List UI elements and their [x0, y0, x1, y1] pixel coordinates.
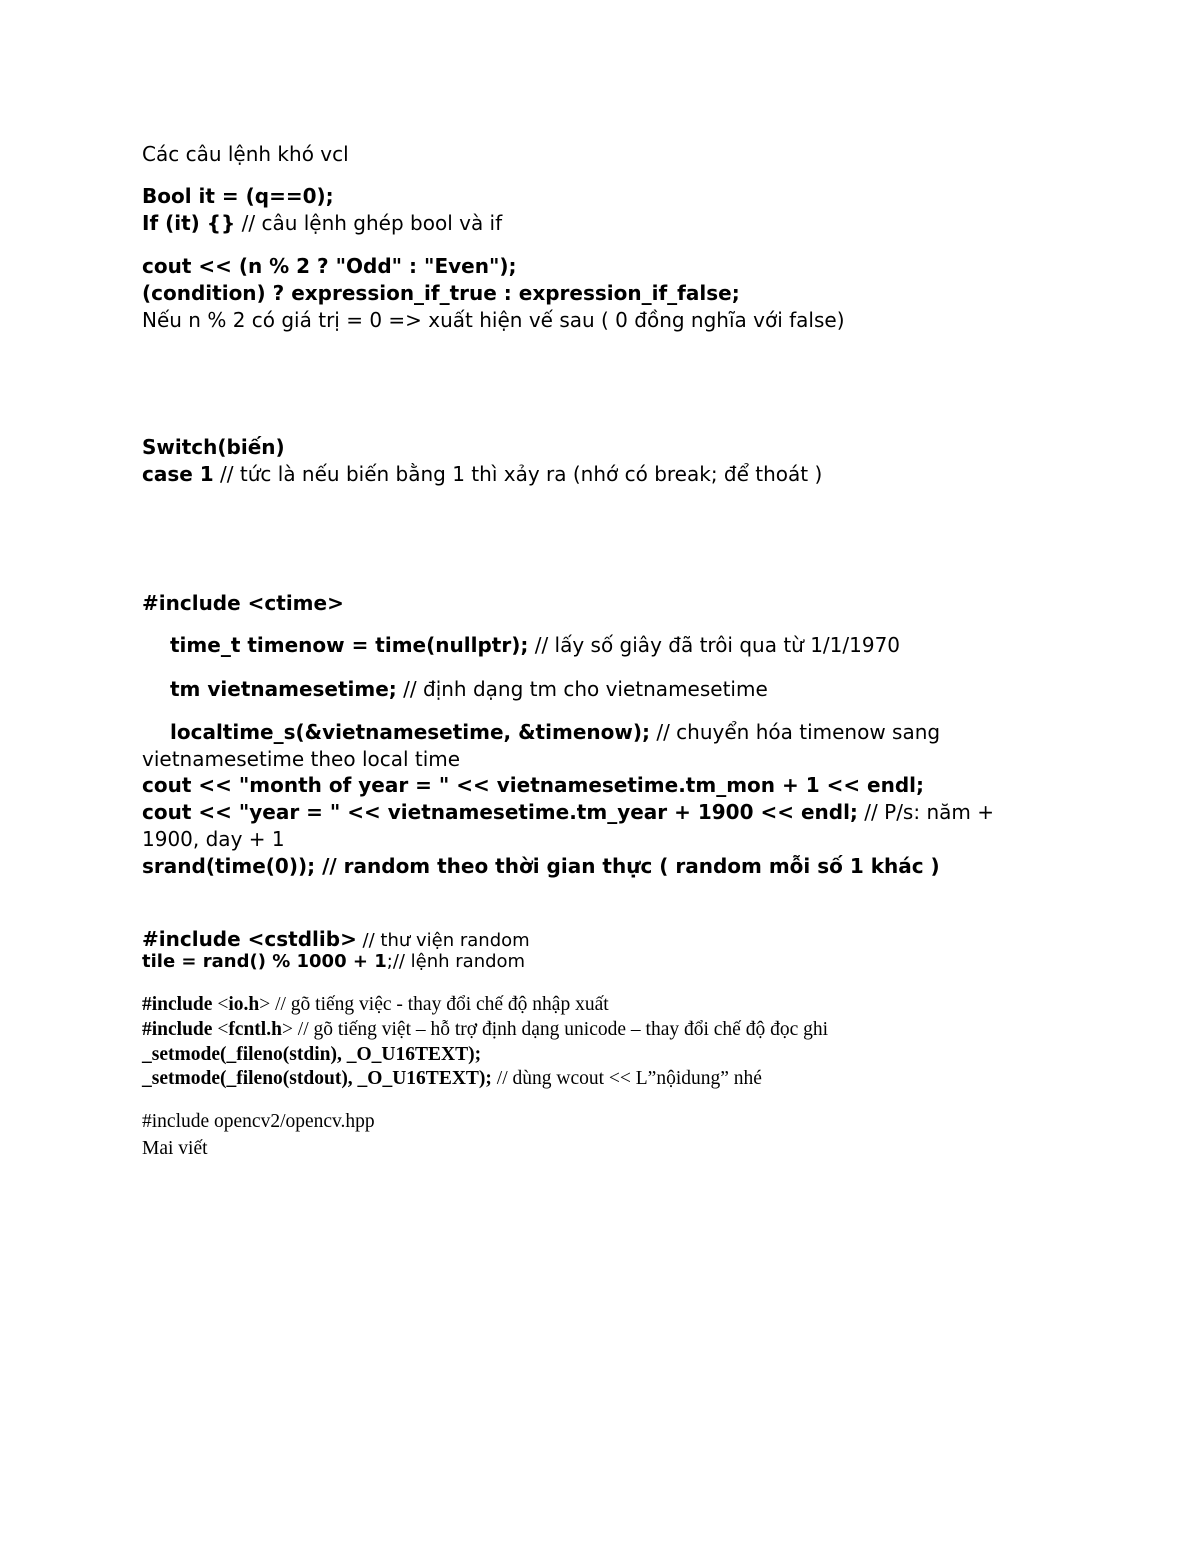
fcntl-include-header: fcntl.h	[228, 1019, 282, 1040]
fcntl-include-line	[142, 1017, 828, 1042]
cstdlib-include-line	[142, 926, 530, 953]
case-line	[142, 461, 822, 488]
fcntl-include-keyword: #include	[142, 1019, 213, 1040]
ctime-include-line: #include <ctime>	[142, 591, 344, 615]
tm-code: tm vietnamesetime;	[170, 677, 397, 701]
setmode-stdout-comment: // dùng wcout << L”nộidung” nhé	[491, 1068, 762, 1089]
cstdlib-include-code: #include <cstdlib>	[142, 927, 357, 951]
tm-comment: // định dạng tm cho vietnamesetime	[396, 677, 768, 701]
if-code: If (it) {}	[142, 211, 236, 235]
if-comment: // câu lệnh ghép bool và if	[235, 211, 503, 235]
setmode-stdout-code: _setmode(_fileno(stdout), _O_U16TEXT);	[142, 1068, 492, 1089]
ternary-syntax-line: (condition) ? expression_if_true : expression_if_false;	[142, 281, 740, 305]
tile-code: tile = rand() % 1000 + 1	[142, 951, 387, 972]
cout-year-comment: // P/s: năm + 1900, day + 1	[142, 800, 994, 851]
switch-line: Switch(biến)	[142, 435, 285, 459]
cout-year-line	[142, 799, 1052, 853]
timenow-line	[170, 632, 900, 659]
timenow-code: time_t timenow = time(nullptr);	[170, 633, 529, 657]
tile-comment: ;// lệnh random	[386, 951, 526, 972]
ternary-cout-line: cout << (n % 2 ? "Odd" : "Even");	[142, 254, 517, 278]
tm-line	[170, 676, 768, 703]
io-include-line	[142, 992, 609, 1017]
fcntl-include-comment: > // gõ tiếng việt – hỗ trợ định dạng unicode – thay đổi chế độ đọc ghi	[281, 1019, 829, 1040]
opencv-note-line: Mai viết	[142, 1138, 208, 1159]
document-title: Các câu lệnh khó vcl	[142, 142, 349, 166]
setmode-stdout-line	[142, 1066, 762, 1091]
io-include-comment: > // gõ tiếng việc - thay đổi chế độ nhập xuất	[259, 994, 609, 1015]
localtime-line	[142, 719, 1052, 773]
io-include-keyword: #include	[142, 994, 213, 1015]
cout-month-line: cout << "month of year = " << vietnamesetime.tm_mon + 1 << endl;	[142, 773, 925, 797]
opencv-include-line: #include opencv2/opencv.hpp	[142, 1111, 375, 1132]
cstdlib-include-comment: // thư viện random	[356, 930, 530, 951]
localtime-comment: // chuyển hóa timenow sang vietnamesetime theo local time	[142, 720, 941, 771]
if-line	[142, 210, 502, 237]
ternary-note-line: Nếu n % 2 có giá trị = 0 => xuất hiện vế sau ( 0 đồng nghĩa với false)	[142, 308, 845, 332]
io-include-header: io.h	[228, 994, 260, 1015]
setmode-stdin-line: _setmode(_fileno(stdin), _O_U16TEXT);	[142, 1044, 482, 1065]
localtime-code: localtime_s(&vietnamesetime, &timenow);	[170, 720, 650, 744]
cout-year-code: cout << "year = " << vietnamesetime.tm_year + 1900 << endl;	[142, 800, 858, 824]
bool-code-line: Bool it = (q==0);	[142, 184, 334, 208]
case-code: case 1	[142, 462, 214, 486]
fcntl-include-open: <	[212, 1019, 229, 1040]
srand-line: srand(time(0)); // random theo thời gian thực ( random mỗi số 1 khác )	[142, 854, 940, 878]
timenow-comment: // lấy số giây đã trôi qua từ 1/1/1970	[528, 633, 901, 657]
io-include-open: <	[212, 994, 229, 1015]
tile-line	[142, 950, 525, 974]
case-comment: // tức là nếu biến bằng 1 thì xảy ra (nhớ có break; để thoát )	[213, 462, 823, 486]
